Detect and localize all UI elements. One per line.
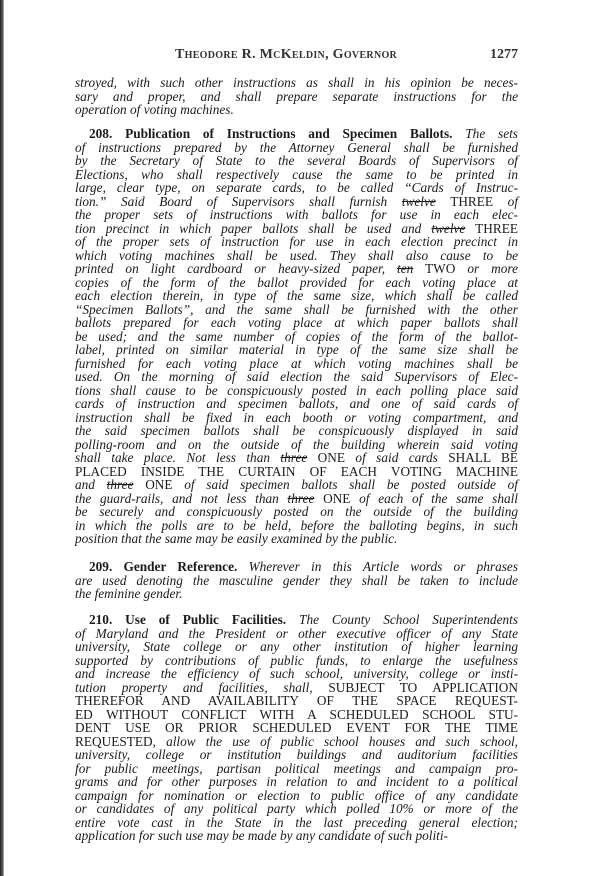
text-line [75, 262, 518, 276]
text-line [75, 103, 518, 117]
text-line [75, 587, 518, 601]
text-line [75, 76, 518, 90]
text-line [75, 762, 518, 776]
text-segment: and [75, 477, 107, 492]
text-segment: the proper sets of instructions with ballots for use in each elec- [75, 207, 518, 222]
page-header [75, 47, 518, 63]
section-heading: 210. Use of Public Facilities. [89, 612, 287, 627]
text-segment: allow the use of public school houses and such school, [166, 733, 518, 749]
text-line [75, 90, 518, 104]
text-line [75, 289, 518, 303]
section-heading: 208. Publication of Instructions and Specimen Ballots. [89, 126, 453, 141]
text-line [75, 181, 518, 195]
text-segment: shall take place. Not less than [75, 450, 281, 465]
text-line [75, 694, 518, 708]
text-segment: tion.” Said Board of Supervisors shall furnish [75, 193, 402, 209]
text-line [75, 505, 518, 519]
text-line [75, 316, 518, 330]
text-segment: SHALL BE [448, 450, 518, 465]
text-segment: TWO [413, 261, 468, 276]
text-segment: PLACED INSIDE THE CURTAIN OF EACH VOTING MACHINE [75, 463, 518, 479]
text-line [75, 574, 518, 588]
text-segment: THEREFOR AND AVAILABILITY OF THE SPACE REQUEST- [75, 693, 518, 708]
text-segment: of the proper sets of instruction for use in each election precinct in [75, 234, 518, 249]
text-line [75, 721, 518, 735]
section-209 [75, 560, 518, 601]
text-segment: are used denoting the masculine gender they shall be taken to include [75, 572, 518, 588]
text-segment: ONE [307, 450, 356, 465]
text-segment: ONE [133, 477, 185, 492]
text-line [75, 519, 518, 533]
text-line [75, 613, 518, 627]
text-segment: Elections, who shall respectively cause the same to be printed in [75, 166, 518, 182]
text-line [75, 829, 518, 843]
text-segment: DENT USE OR PRIOR SCHEDULED EVENT FOR THE TIME [75, 720, 518, 735]
text-segment: cards of instruction and specimen ballots, and one of said cards of [75, 396, 518, 411]
text-segment: of each of the same shall [359, 490, 519, 506]
text-segment: of said cards [355, 450, 449, 465]
text-line [75, 303, 518, 317]
text-segment: of [507, 193, 519, 209]
text-segment: sary and proper, and shall prepare separate instructions for the [75, 88, 518, 104]
text-segment: supported by contributions of public funds, to enlarge the usefulness [75, 652, 518, 668]
section-210 [75, 613, 518, 843]
text-line [75, 492, 518, 506]
text-segment: or more [467, 261, 519, 276]
text-line [75, 560, 518, 574]
text-line [75, 816, 518, 830]
text-segment: in which the polls are to be held, before the balloting begins, in such [75, 517, 518, 533]
text-segment: for public meetings, partisan political meetings and campaign pro- [75, 760, 518, 776]
text-segment: position that the same may be easily examined by the public. [75, 531, 398, 546]
text-line [75, 789, 518, 803]
text-segment: Wherever in this Article words or phrases [237, 559, 519, 574]
text-line [75, 195, 518, 209]
text-line [75, 735, 518, 749]
text-segment: ONE [314, 490, 360, 506]
text-line [75, 330, 518, 344]
text-line [75, 654, 518, 668]
text-segment: label, printed on similar material in type of the same size shall be [75, 342, 518, 357]
text-line [75, 775, 518, 789]
text-line [75, 532, 518, 546]
text-segment: copies of the form of the ballot provided for each voting place at [75, 274, 518, 290]
text-segment: The County School Superintendents [286, 612, 518, 627]
text-segment: application for such use may be made by any candidate of such politi- [75, 828, 448, 843]
text-line [75, 424, 518, 438]
text-segment: THREE [435, 193, 508, 209]
text-segment: each election therein, in type of the same size, which shall be called [75, 288, 518, 303]
text-segment: printed on light cardboard or heavy-sized paper, [75, 261, 398, 276]
struck-text: three [106, 477, 134, 492]
text-line [75, 708, 518, 722]
text-segment: instruction shall be fixed in each booth or voting compartment, and [75, 409, 518, 425]
text-segment: the guard-rails, and not less than [75, 490, 288, 506]
scan-edge [0, 0, 4, 876]
text-segment: operation of voting machines. [75, 102, 234, 117]
text-segment: SUBJECT TO APPLICATION [328, 679, 518, 695]
text-line [75, 640, 518, 654]
text-line [75, 667, 518, 681]
text-segment: or candidates of any political party which polled 10% or more of the [75, 801, 518, 816]
text-line [75, 384, 518, 398]
struck-text: twelve [401, 193, 436, 209]
struck-text: ten [397, 261, 414, 276]
text-line [75, 411, 518, 425]
section-208 [75, 127, 518, 546]
struck-text: twelve [431, 220, 466, 236]
text-segment: used. On the morning of said election the said Supervisors of Elec- [75, 369, 518, 384]
text-line [75, 127, 518, 141]
text-segment: university, college or institution buildings and auditorium facilities [75, 747, 518, 762]
text-line [75, 235, 518, 249]
text-segment: entire vote cast in the State in the last preceding general election; [75, 814, 518, 830]
text-line [75, 478, 518, 492]
text-line [75, 208, 518, 222]
text-segment: of Maryland and the President or other executive officer of any State [75, 625, 518, 641]
text-segment: The sets [452, 126, 518, 141]
text-segment: be used; and the same number of copies of the form of the ballot- [75, 328, 518, 344]
text-line [75, 627, 518, 641]
text-line [75, 168, 518, 182]
text-segment: tion precinct in which paper ballots shall be used and [75, 220, 432, 236]
text-segment: ED WITHOUT CONFLICT WITH A SCHEDULED SCHOOL STU- [75, 706, 518, 722]
text-segment: tution property and facilities, shall, [75, 679, 329, 695]
page-number: 1277 [490, 47, 518, 62]
text-segment: tions shall cause to be conspicuously posted in each polling place said [75, 382, 518, 398]
text-line [75, 681, 518, 695]
running-title: Theodore R. McKeldin, Governor [175, 47, 398, 62]
struck-text: three [280, 450, 308, 465]
text-segment: ballots prepared for each voting place at which paper ballots shall [75, 315, 518, 330]
text-segment: university, State college or any other institution of higher learning [75, 639, 518, 654]
text-segment: by the Secretary of State to the several Boards of Supervisors of [75, 153, 518, 168]
text-segment: be securely and conspicuously posted on the outside of the building [75, 504, 518, 519]
text-line [75, 748, 518, 762]
text-line [75, 276, 518, 290]
text-segment: of instructions prepared by the Attorney General shall be furnished [75, 139, 518, 155]
text-segment: THREE [465, 220, 518, 236]
text-line [75, 343, 518, 357]
section-heading: 209. Gender Reference. [89, 559, 238, 574]
text-segment: large, clear type, on separate cards, to be called “Cards of Instruc- [75, 180, 518, 195]
text-segment: the said specimen ballots shall be conspicuously displayed in said [75, 423, 518, 438]
text-line [75, 154, 518, 168]
paragraph-continued [75, 76, 518, 117]
text-segment: grams and for other purposes in relation to and incident to a political [75, 774, 518, 789]
text-segment: the feminine gender. [75, 586, 183, 601]
text-line [75, 249, 518, 263]
text-line [75, 222, 518, 236]
text-segment: which voting machines shall be used. They shall also cause to be [75, 247, 518, 263]
text-line [75, 451, 518, 465]
text-segment: REQUESTED, [75, 733, 167, 749]
text-line [75, 802, 518, 816]
text-line [75, 438, 518, 452]
text-segment: polling-room and on the outside of the building wherein said voting [75, 436, 518, 452]
text-line [75, 141, 518, 155]
text-segment: stroyed, with such other instructions as shall in his opinion be neces- [75, 75, 518, 90]
text-segment: campaign for nomination or election to public office of any candidate [75, 787, 518, 803]
text-segment: “Specimen Ballots”, and the same shall be furnished with the other [75, 301, 518, 317]
text-line [75, 357, 518, 371]
text-line [75, 465, 518, 479]
text-segment: and increase the efficiency of such school, university, college or insti- [75, 666, 518, 681]
text-segment: furnished for each voting place at which voting machines shall be [75, 355, 518, 371]
struck-text: three [287, 490, 315, 506]
text-segment: of said specimen ballots shall be posted outside of [184, 477, 518, 492]
text-line [75, 397, 518, 411]
text-line [75, 370, 518, 384]
